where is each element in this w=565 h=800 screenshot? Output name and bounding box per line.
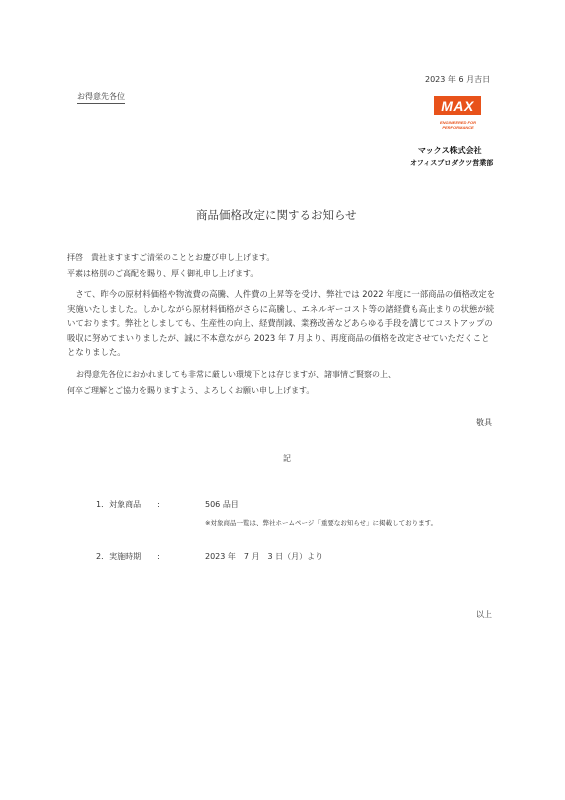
brand-name: MAX xyxy=(441,97,474,114)
item2-value: 2023 年 7 月 3 日（月）より xyxy=(205,552,324,561)
logo-tagline xyxy=(430,120,486,130)
tagline-line2: PERFORMANCE xyxy=(442,125,474,130)
recipient-heading: お得意先各位 xyxy=(77,91,125,104)
tagline-line1: ENGINEERED FOR xyxy=(439,120,476,125)
item1-note: ※対象商品一覧は、弊社ホームページ「重要なお知らせ」に掲載しております。 xyxy=(205,519,438,527)
company-name: マックス株式会社 xyxy=(418,146,482,155)
body-paragraph-2-line-1: お得意先各位におかれましても非常に厳しい環境下とは存じますが、諸事情ご賢察の上、 xyxy=(76,370,396,379)
end-ijo: 以上 xyxy=(476,610,492,619)
closing-keigu: 敬具 xyxy=(476,418,492,427)
item2-label: 2．実施時期 : xyxy=(96,552,160,561)
greeting-line-1: 拝啓 貴社ますますご清栄のこととお慶び申し上げます。 xyxy=(67,253,275,262)
greeting-line-2: 平素は格別のご高配を賜り、厚く御礼申し上げます。 xyxy=(67,269,259,278)
body-paragraph-1: さて、昨今の原材料価格や物流費の高騰、人件費の上昇等を受け、弊社では 2022 年度に一部商品の価格改定を実施いたしました。しかしながら原材料価格がさらに高騰し、エネルギーコスト等の諸経費も高止まりの状態が続いております。弊社としましても、生産性の向上、経費削減、業務改善などあらゆる手段を講じてコストアップの吸収に努めてまいりましたが、誠に不本意ながら 2023 年 7 月より、再度商品の価格を改定させていただくこととなりました。 xyxy=(67,289,496,357)
document-title: 商品価格改定に関するお知らせ xyxy=(196,208,357,222)
issue-date: 2023 年 6 月吉日 xyxy=(425,75,491,84)
item1-label: 1．対象商品 : xyxy=(96,500,160,509)
body-paragraph-2-line-2: 何卒ご理解とご協力を賜りますよう、よろしくお願い申し上げます。 xyxy=(67,386,315,395)
max-logo xyxy=(434,96,481,115)
item1-value: 506 品目 xyxy=(205,500,239,509)
ki-heading: 記 xyxy=(283,454,291,463)
department-name: オフィスプロダクツ営業部 xyxy=(410,159,494,167)
